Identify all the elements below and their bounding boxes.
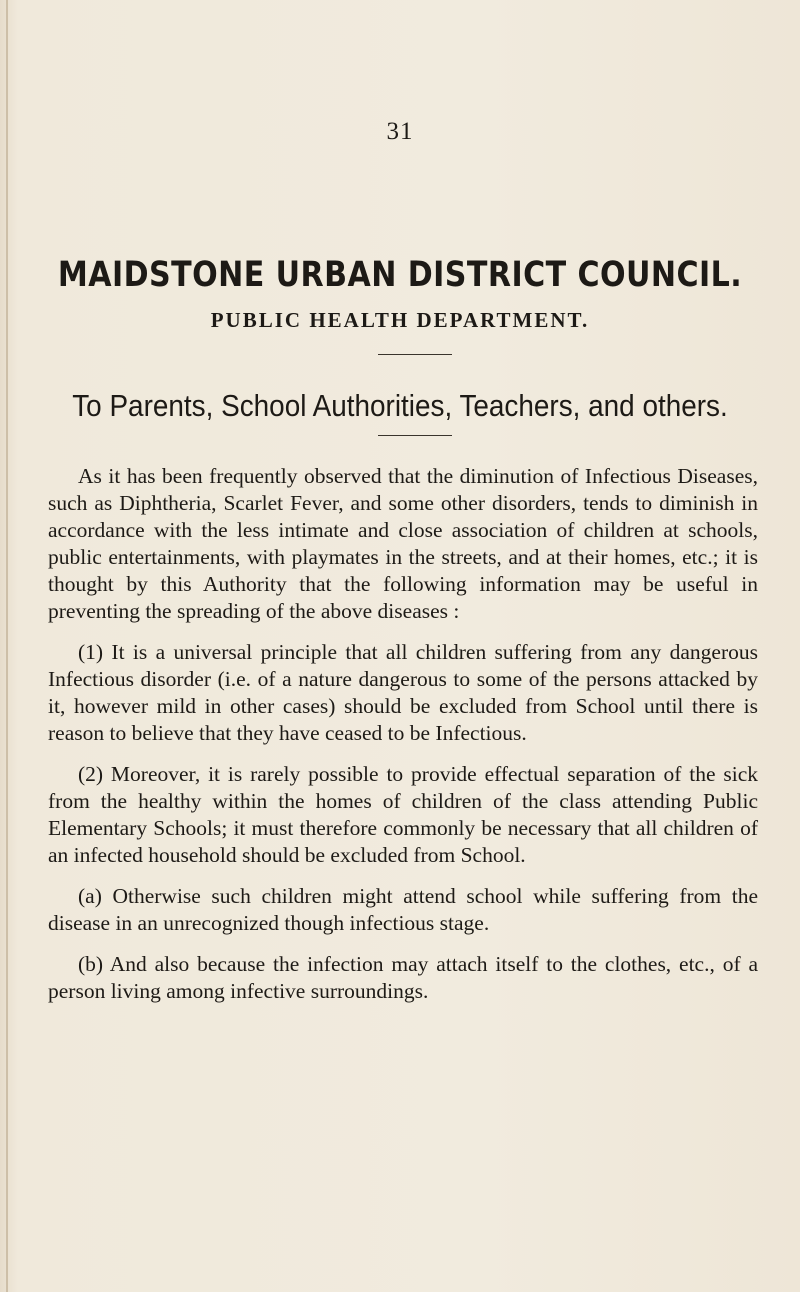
binding-edge — [6, 0, 8, 1292]
divider-rule-top — [378, 354, 452, 355]
page-number: 31 — [386, 118, 414, 145]
paragraph-point-b: (b) And also because the infection may attach itself to the clothes, etc., of a person living among infective surroundings. — [48, 952, 758, 1003]
intro-paragraph: As it has been frequently observed that the diminution of Infectious Diseases, such as Diphtheria, Scarlet Fever, and some other disorders, tends to diminish in accordance with the less intimate and close association of children at schools, public entertainments, with playmates in the streets, and at their homes, etc.; it is thought by this Authority that the following information may be useful in preventing the spreading of the above diseases : — [48, 464, 758, 623]
council-heading: MAIDSTONE URBAN DISTRICT COUNCIL. — [57, 255, 743, 295]
paragraph-point-a: (a) Otherwise such children might attend school while suffering from the disease in an unrecognized though infectious stage. — [48, 884, 758, 935]
paragraph-point-1: (1) It is a universal principle that all children suffering from any dangerous Infectious disorder (i.e. of a nature dangerous to some of the persons attacked by it, however mild in other cases) should be excluded from School until there is reason to believe that they have ceased to be Infectious. — [48, 640, 758, 745]
department-subheading: PUBLIC HEALTH DEPARTMENT. — [210, 308, 590, 332]
notice-body — [48, 463, 758, 1019]
paragraph-point-2: (2) Moreover, it is rarely possible to provide effectual separation of the sick from the healthy within the homes of children of the class attending Public Elementary Schools; it must therefore commonly be necessary that all children of an infected household should be excluded from School. — [48, 762, 758, 867]
audience-line: To Parents, School Authorities, Teachers, and others. — [72, 388, 728, 423]
divider-rule-bottom — [378, 435, 452, 436]
